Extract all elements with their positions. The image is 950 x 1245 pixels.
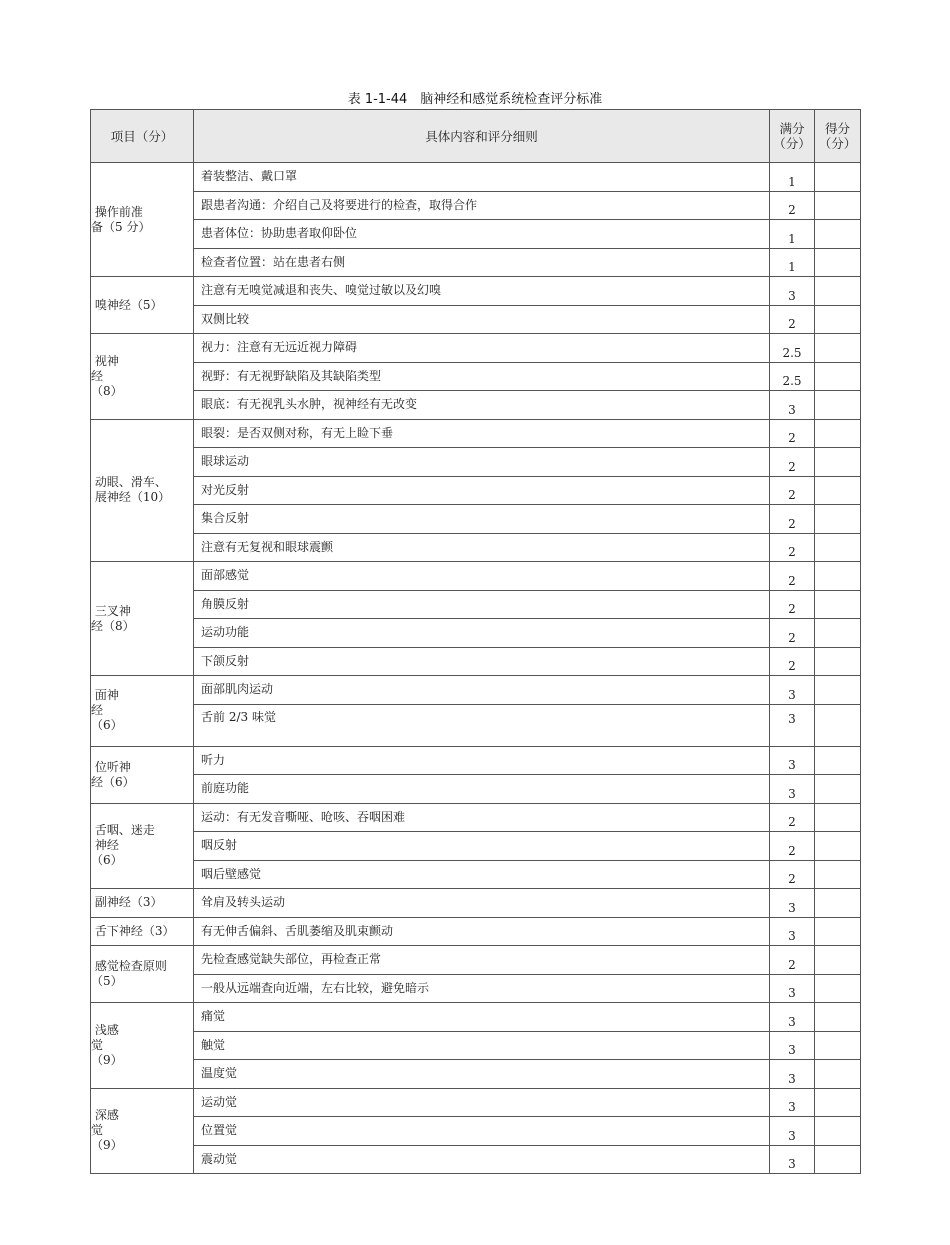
full-score-cell: 2 (770, 191, 815, 220)
full-score-cell: 3 (770, 775, 815, 804)
table-row (91, 362, 861, 391)
got-score-cell[interactable] (815, 1031, 861, 1060)
full-score-cell: 2 (770, 619, 815, 648)
got-score-cell[interactable] (815, 860, 861, 889)
table-row (91, 476, 861, 505)
table-row (91, 419, 861, 448)
got-score-cell[interactable] (815, 974, 861, 1003)
full-score-cell: 3 (770, 974, 815, 1003)
got-score-cell[interactable] (815, 220, 861, 249)
item-cell (91, 1003, 194, 1089)
content-cell: 一般从远端查向近端，左右比较，避免暗示 (194, 974, 770, 1003)
full-score-cell: 2 (770, 832, 815, 861)
full-score-cell: 1 (770, 248, 815, 277)
content-cell: 眼球运动 (194, 448, 770, 477)
got-score-cell[interactable] (815, 362, 861, 391)
table-row (91, 191, 861, 220)
got-score-cell[interactable] (815, 419, 861, 448)
content-cell: 先检查感觉缺失部位，再检查正常 (194, 946, 770, 975)
got-score-cell[interactable] (815, 1003, 861, 1032)
table-row (91, 505, 861, 534)
table-row (91, 248, 861, 277)
full-score-cell: 2 (770, 647, 815, 676)
table-row (91, 391, 861, 420)
item-cell (91, 562, 194, 676)
table-row (91, 305, 861, 334)
full-score-cell: 2.5 (770, 362, 815, 391)
content-cell: 前庭功能 (194, 775, 770, 804)
table-row (91, 590, 861, 619)
header-row (91, 110, 861, 163)
got-score-cell[interactable] (815, 1117, 861, 1146)
table-row (91, 220, 861, 249)
item-label: 操作前准 备（5 分） (91, 204, 151, 234)
content-cell: 跟患者沟通：介绍自己及将要进行的检查，取得合作 (194, 191, 770, 220)
item-label: 舌咽、迷走 神经 （6） (91, 823, 155, 868)
content-cell: 痛觉 (194, 1003, 770, 1032)
content-cell: 运动觉 (194, 1088, 770, 1117)
full-score-cell: 3 (770, 1088, 815, 1117)
got-score-cell[interactable] (815, 562, 861, 591)
item-label: 浅感 觉 （9） (91, 1022, 123, 1067)
content-cell: 运动功能 (194, 619, 770, 648)
full-score-cell: 3 (770, 1145, 815, 1174)
full-score-cell: 3 (770, 676, 815, 705)
full-score-cell: 2 (770, 305, 815, 334)
scoring-table (90, 109, 861, 1174)
content-cell: 舌前 2/3 味觉 (194, 704, 770, 746)
content-cell: 眼底：有无视乳头水肿，视神经有无改变 (194, 391, 770, 420)
got-score-cell[interactable] (815, 248, 861, 277)
item-label: 深感 觉 （9） (91, 1108, 123, 1153)
got-score-cell[interactable] (815, 803, 861, 832)
item-cell (91, 277, 194, 334)
content-cell: 面部感觉 (194, 562, 770, 591)
table-row (91, 1003, 861, 1032)
content-cell: 震动觉 (194, 1145, 770, 1174)
item-label: 视神 经 （8） (91, 353, 123, 398)
full-score-cell: 2 (770, 590, 815, 619)
full-score-cell: 2 (770, 562, 815, 591)
got-score-cell[interactable] (815, 704, 861, 746)
item-cell (91, 889, 194, 918)
table-row (91, 448, 861, 477)
table-row (91, 917, 861, 946)
table-row (91, 676, 861, 705)
table-body (91, 163, 861, 1174)
content-cell: 患者体位：协助患者取仰卧位 (194, 220, 770, 249)
table-row (91, 946, 861, 975)
item-label: 动眼、滑车、 展神经（10） (94, 475, 171, 505)
full-score-cell: 3 (770, 1031, 815, 1060)
got-score-cell[interactable] (815, 191, 861, 220)
content-cell: 对光反射 (194, 476, 770, 505)
full-score-cell: 2.5 (770, 334, 815, 363)
got-score-cell[interactable] (815, 775, 861, 804)
got-score-cell[interactable] (815, 1060, 861, 1089)
table-row (91, 1031, 861, 1060)
full-score-cell: 1 (770, 220, 815, 249)
header-got-score (815, 110, 861, 163)
content-cell: 面部肌肉运动 (194, 676, 770, 705)
table-row (91, 533, 861, 562)
content-cell: 耸肩及转头运动 (194, 889, 770, 918)
item-cell (91, 746, 194, 803)
full-score-cell: 3 (770, 917, 815, 946)
header-full-score-label: 满分 （分） (773, 121, 811, 151)
table-row (91, 334, 861, 363)
got-score-cell[interactable] (815, 917, 861, 946)
table-row (91, 1060, 861, 1089)
content-cell: 下颌反射 (194, 647, 770, 676)
table-row (91, 562, 861, 591)
full-score-cell: 3 (770, 746, 815, 775)
content-cell: 集合反射 (194, 505, 770, 534)
table-row (91, 704, 861, 746)
item-label: 副神经（3） (91, 895, 163, 910)
table-row (91, 277, 861, 306)
full-score-cell: 3 (770, 1003, 815, 1032)
content-cell: 咽后壁感觉 (194, 860, 770, 889)
got-score-cell[interactable] (815, 277, 861, 306)
content-cell: 视力：注意有无远近视力障碍 (194, 334, 770, 363)
got-score-cell[interactable] (815, 746, 861, 775)
item-label: 面神 经 （6） (91, 688, 123, 733)
item-label: 舌下神经（3） (91, 923, 175, 938)
item-label: 三叉神 经（8） (91, 603, 135, 633)
header-item: 项目（分） (91, 110, 194, 163)
full-score-cell: 3 (770, 277, 815, 306)
item-cell (91, 946, 194, 1003)
full-score-cell: 2 (770, 505, 815, 534)
item-cell (91, 803, 194, 889)
item-cell (91, 163, 194, 277)
item-cell (91, 334, 194, 420)
table-row (91, 974, 861, 1003)
full-score-cell: 2 (770, 533, 815, 562)
full-score-cell: 2 (770, 419, 815, 448)
content-cell: 注意有无嗅觉减退和丧失、嗅觉过敏以及幻嗅 (194, 277, 770, 306)
full-score-cell: 2 (770, 803, 815, 832)
got-score-cell[interactable] (815, 676, 861, 705)
table-row (91, 860, 861, 889)
full-score-cell: 2 (770, 448, 815, 477)
content-cell: 触觉 (194, 1031, 770, 1060)
content-cell: 运动：有无发音嘶哑、呛咳、吞咽困难 (194, 803, 770, 832)
item-label: 嗅神经（5） (91, 297, 163, 312)
full-score-cell: 1 (770, 163, 815, 192)
header-got-score-label: 得分 （分） (818, 121, 857, 151)
table-row (91, 746, 861, 775)
full-score-cell: 2 (770, 860, 815, 889)
content-cell: 检查者位置：站在患者右侧 (194, 248, 770, 277)
full-score-cell: 3 (770, 391, 815, 420)
content-cell: 角膜反射 (194, 590, 770, 619)
full-score-cell: 3 (770, 1117, 815, 1146)
table-row (91, 775, 861, 804)
table-row (91, 619, 861, 648)
item-cell (91, 917, 194, 946)
got-score-cell[interactable] (815, 619, 861, 648)
got-score-cell[interactable] (815, 334, 861, 363)
full-score-cell: 2 (770, 946, 815, 975)
got-score-cell[interactable] (815, 533, 861, 562)
table-row (91, 1117, 861, 1146)
got-score-cell[interactable] (815, 946, 861, 975)
table-row (91, 889, 861, 918)
full-score-cell: 3 (770, 889, 815, 918)
full-score-cell: 3 (770, 704, 815, 746)
table-row (91, 163, 861, 192)
got-score-cell[interactable] (815, 889, 861, 918)
table-row (91, 647, 861, 676)
header-full-score (770, 110, 815, 163)
got-score-cell[interactable] (815, 505, 861, 534)
got-score-cell[interactable] (815, 1088, 861, 1117)
got-score-cell[interactable] (815, 305, 861, 334)
table-caption: 表 1-1-44 脑神经和感觉系统检查评分标准 (347, 92, 603, 107)
table-row (91, 1088, 861, 1117)
got-score-cell[interactable] (815, 647, 861, 676)
content-cell: 咽反射 (194, 832, 770, 861)
got-score-cell[interactable] (815, 832, 861, 861)
table-row (91, 803, 861, 832)
content-cell: 有无伸舌偏斜、舌肌萎缩及肌束颤动 (194, 917, 770, 946)
full-score-cell: 3 (770, 1060, 815, 1089)
got-score-cell[interactable] (815, 476, 861, 505)
got-score-cell[interactable] (815, 448, 861, 477)
content-cell: 着装整洁、戴口罩 (194, 163, 770, 192)
content-cell: 双侧比较 (194, 305, 770, 334)
content-cell: 听力 (194, 746, 770, 775)
item-label: 感觉检查原则 （5） (91, 959, 167, 988)
content-cell: 视野：有无视野缺陷及其缺陷类型 (194, 362, 770, 391)
content-cell: 温度觉 (194, 1060, 770, 1089)
full-score-cell: 2 (770, 476, 815, 505)
item-cell (91, 419, 194, 562)
content-cell: 位置觉 (194, 1117, 770, 1146)
got-score-cell[interactable] (815, 590, 861, 619)
item-cell (91, 676, 194, 747)
table-row (91, 1145, 861, 1174)
table-row (91, 832, 861, 861)
content-cell: 注意有无复视和眼球震颤 (194, 533, 770, 562)
got-score-cell[interactable] (815, 391, 861, 420)
content-cell: 眼裂：是否双侧对称，有无上睑下垂 (194, 419, 770, 448)
header-content: 具体内容和评分细则 (194, 110, 770, 163)
item-label: 位听神 经（6） (91, 759, 135, 789)
got-score-cell[interactable] (815, 163, 861, 192)
got-score-cell[interactable] (815, 1145, 861, 1174)
item-cell (91, 1088, 194, 1174)
